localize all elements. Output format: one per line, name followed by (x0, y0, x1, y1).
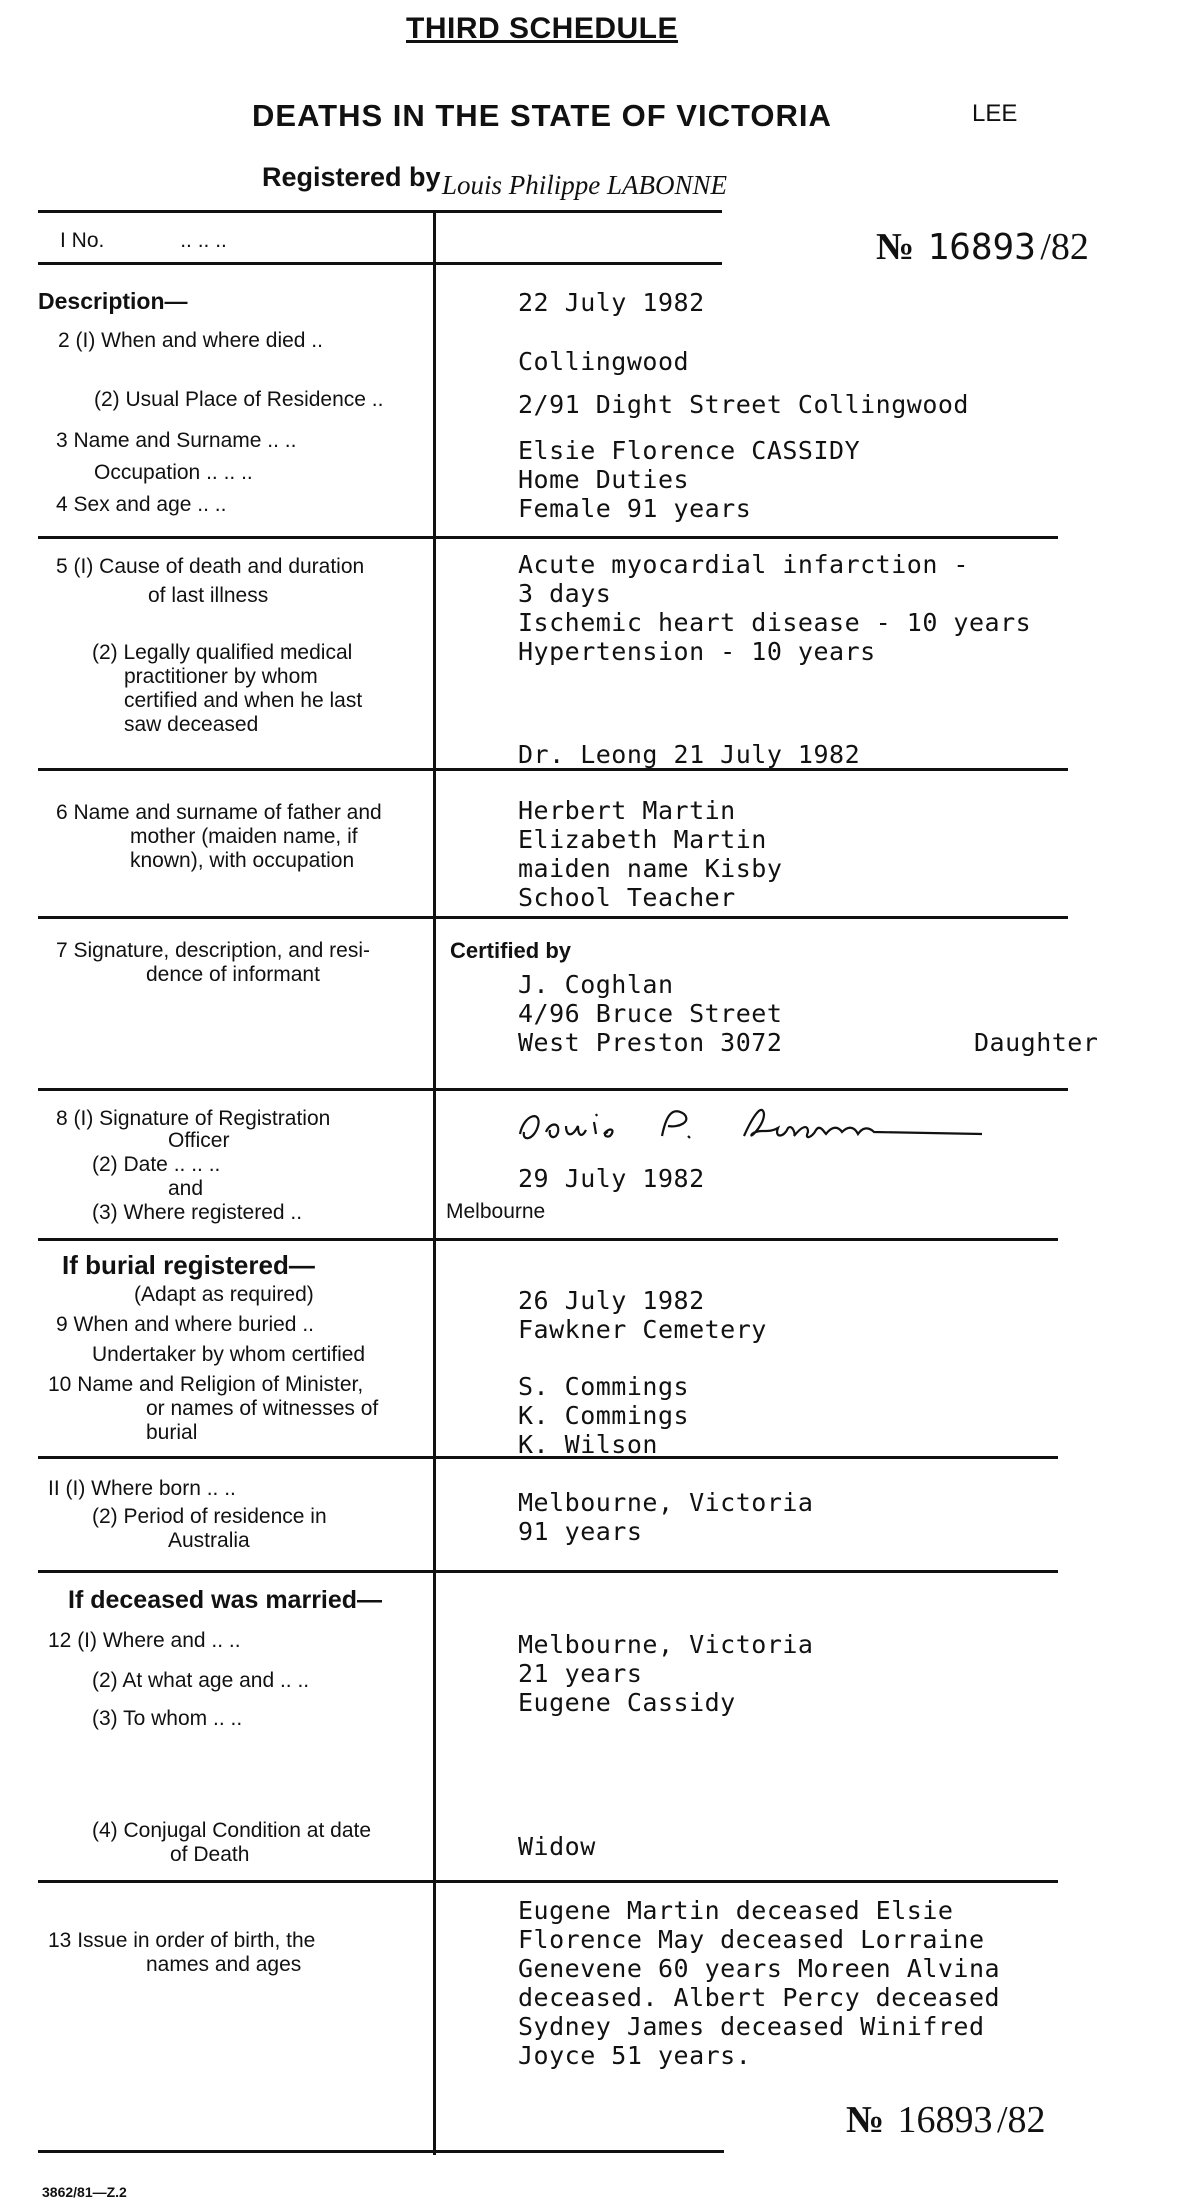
field-11-label-1: II (I) Where born .. .. (48, 1477, 236, 1500)
field-1-label (60, 228, 227, 253)
rule-2 (38, 536, 1058, 539)
field-5-label-b3: certified and when he last (124, 689, 363, 712)
issue-line-4: deceased. Albert Percy deceased (518, 1983, 1001, 2012)
field-12-label-4b: of Death (170, 1843, 250, 1866)
witness-3: K. Wilson (518, 1430, 658, 1459)
field-3-label-b: Occupation .. .. .. (94, 461, 253, 484)
rule-4 (38, 916, 1068, 919)
registration-date: 29 July 1982 (518, 1164, 705, 1193)
issue-line-6: Joyce 51 years. (518, 2041, 752, 2070)
field-7-label-1: 7 Signature, description, and resi- (56, 939, 371, 962)
burial-date: 26 July 1982 (518, 1286, 705, 1315)
field-9-label: 9 When and where buried .. (56, 1313, 314, 1336)
cause-line-4: Hypertension - 10 years (518, 637, 876, 666)
number-symbol: № (876, 226, 915, 268)
field-6-label-3: known), with occupation (130, 849, 355, 872)
field-12-label-2: (2) At what age and .. .. (92, 1669, 310, 1692)
deceased-occupation: Home Duties (518, 465, 690, 494)
marriage-age: 21 years (518, 1659, 643, 1688)
conjugal-condition: Widow (518, 1832, 596, 1861)
field-2-label-a: 2 (I) When and where died .. (58, 329, 323, 352)
field-6-label-1: 6 Name and surname of father and (56, 801, 382, 824)
death-place: Collingwood (518, 347, 690, 376)
form-code: 3862/81—Z.2 (42, 2184, 127, 2200)
cause-line-2: 3 days (518, 579, 612, 608)
field-5-label-b4: saw deceased (124, 713, 259, 736)
number-suffix-bottom: /82 (996, 2099, 1046, 2141)
rule-8 (38, 1570, 1058, 1573)
registrar-name: Louis Philippe LABONNE (442, 170, 728, 200)
father-name: Herbert Martin (518, 796, 736, 825)
registered-by-label: Registered by (262, 162, 441, 192)
burial-place: Fawkner Cemetery (518, 1315, 767, 1344)
field-10-label-b: or names of witnesses of (146, 1397, 379, 1420)
number-value: 16893 (927, 227, 1036, 268)
number-value-bottom: 16893 (897, 2099, 993, 2141)
field-6-label-2: mother (maiden name, if (130, 825, 358, 848)
spouse-name: Eugene Cassidy (518, 1688, 736, 1717)
column-divider (433, 210, 436, 2155)
issue-line-3: Genevene 60 years Moreen Alvina (518, 1954, 1001, 1983)
field-12-label-4a: (4) Conjugal Condition at date (92, 1819, 372, 1842)
usual-residence: 2/91 Dight Street Collingwood (518, 390, 969, 419)
field-1-dots: .. .. .. (180, 229, 227, 252)
sex-and-age: Female 91 years (518, 494, 752, 523)
death-date: 22 July 1982 (518, 288, 705, 317)
rule-5 (38, 1088, 1068, 1091)
issue-line-2: Florence May deceased Lorraine (518, 1925, 985, 1954)
field-8-label-2b: and (168, 1177, 204, 1200)
rule-9 (38, 1880, 1058, 1883)
field-10-label-a: 10 Name and Religion of Minister, (48, 1373, 364, 1396)
rule-top (38, 210, 722, 213)
mother-maiden-name: maiden name Kisby (518, 854, 783, 883)
marriage-place: Melbourne, Victoria (518, 1630, 814, 1659)
issue-line-5: Sydney James deceased Winifred (518, 2012, 985, 2041)
mother-name: Elizabeth Martin (518, 825, 767, 854)
cause-line-1: Acute myocardial infarction - (518, 550, 969, 579)
undertaker-label: Undertaker by whom certified (92, 1343, 366, 1366)
burial-subheading: (Adapt as required) (134, 1283, 314, 1306)
informant-street: 4/96 Bruce Street (518, 999, 783, 1028)
field-10-label-c: burial (146, 1421, 198, 1444)
field-2-label-b: (2) Usual Place of Residence .. (94, 388, 384, 411)
corner-note: LEE (972, 100, 1018, 127)
informant-relation: Daughter (974, 1028, 1099, 1057)
informant-name: J. Coghlan (518, 970, 674, 999)
registrar-signature (512, 1096, 992, 1156)
number-suffix: /82 (1040, 226, 1089, 268)
field-4-label: 4 Sex and age .. .. (56, 493, 227, 516)
witness-1: S. Commings (518, 1372, 690, 1401)
field-8-label-1b: Officer (168, 1129, 230, 1152)
field-5-label-a1: 5 (I) Cause of death and duration (56, 555, 365, 578)
certificate-number-top (876, 225, 1089, 269)
field-8-label-2: (2) Date .. .. .. (92, 1153, 221, 1176)
rule-1 (38, 262, 722, 265)
field-5-label-b2: practitioner by whom (124, 665, 318, 688)
description-heading: Description— (38, 288, 188, 314)
field-8-label-1a: 8 (I) Signature of Registration (56, 1107, 331, 1130)
rule-bottom (38, 2150, 724, 2153)
witness-2: K. Commings (518, 1401, 690, 1430)
field-11-label-2a: (2) Period of residence in (92, 1505, 327, 1528)
parent-occupation: School Teacher (518, 883, 736, 912)
field-11-label-2b: Australia (168, 1529, 250, 1552)
informant-suburb: West Preston 3072 (518, 1028, 783, 1057)
issue-line-1: Eugene Martin deceased Elsie (518, 1896, 954, 1925)
field-13-label-1: 13 Issue in order of birth, the (48, 1929, 316, 1952)
field-5-label-a2: of last illness (148, 584, 269, 607)
schedule-heading: THIRD SCHEDULE (406, 12, 679, 45)
number-symbol-bottom: № (846, 2099, 885, 2141)
certified-by-label: Certified by (450, 938, 572, 963)
field-1-text: I No. (60, 229, 105, 252)
field-7-label-2: dence of informant (146, 963, 320, 986)
document-title: DEATHS IN THE STATE OF VICTORIA (252, 98, 832, 133)
field-5-label-b1: (2) Legally qualified medical (92, 641, 353, 664)
registration-place: Melbourne (446, 1200, 546, 1223)
burial-heading: If burial registered— (62, 1250, 315, 1280)
cause-line-3: Ischemic heart disease - 10 years (518, 608, 1032, 637)
field-12-label-1: 12 (I) Where and .. .. (48, 1629, 241, 1652)
residence-period: 91 years (518, 1517, 643, 1546)
field-8-label-3: (3) Where registered .. (92, 1201, 303, 1224)
certifying-doctor: Dr. Leong 21 July 1982 (518, 740, 861, 769)
field-13-label-2: names and ages (146, 1953, 302, 1976)
certificate-number-bottom (846, 2098, 1046, 2142)
birthplace: Melbourne, Victoria (518, 1488, 814, 1517)
deceased-name: Elsie Florence CASSIDY (518, 436, 861, 465)
field-12-label-3: (3) To whom .. .. (92, 1707, 243, 1730)
married-heading: If deceased was married— (68, 1586, 383, 1614)
rule-6 (38, 1238, 1058, 1241)
field-3-label-a: 3 Name and Surname .. .. (56, 429, 297, 452)
